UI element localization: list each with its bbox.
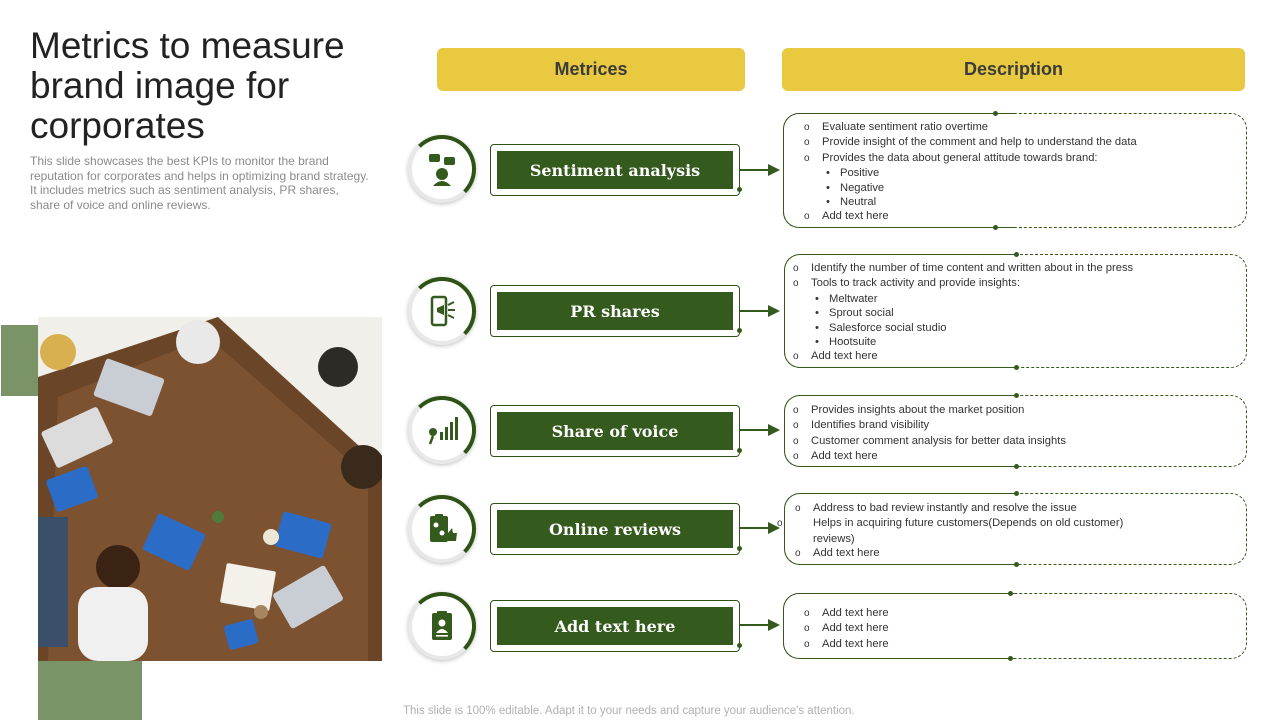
arrow-connector [740, 429, 770, 431]
metric-label: Sentiment analysis [497, 151, 733, 189]
desc-item: o Add text here [793, 449, 1246, 464]
description-card-sentiment-analysis [783, 113, 1247, 228]
page-subtitle: This slide showcases the best KPIs to monitor the brand reputation for corporates and helps in optimizing brand strategy. It includes metrics such as sentiment analysis, PR shares, share of voice and online reviews. [30, 154, 369, 212]
metrics-header: Metrices [437, 48, 745, 91]
desc-subitem: • Positive [804, 166, 1246, 180]
arrow-head [768, 305, 780, 317]
arrow-connector [740, 310, 770, 312]
desc-subitem: • Sprout social [793, 306, 1246, 320]
desc-item: o Add text here [804, 637, 1246, 652]
desc-item: o Add text here [804, 621, 1246, 636]
clipboard-thumbs-icon [408, 495, 476, 563]
desc-item: o Address to bad review instantly and resolve the issue [795, 501, 1136, 516]
desc-subitem: • Salesforce social studio [793, 321, 1246, 335]
metric-card-add-text [490, 600, 740, 652]
desc-item: o Identifies brand visibility [793, 418, 1246, 433]
desc-item: o Add text here [795, 546, 1136, 561]
desc-item: o Provides the data about general attitude towards brand: [804, 151, 1246, 166]
desc-item: o Add text here [793, 349, 1246, 364]
desc-subitem: • Negative [804, 181, 1246, 195]
clipboard-user-icon [408, 592, 476, 660]
connector-dot [737, 187, 742, 192]
desc-item: o Add text here [804, 209, 1246, 224]
metric-label: Add text here [497, 607, 733, 645]
description-card-share-of-voice [784, 395, 1247, 467]
desc-subitem: • Hootsuite [793, 335, 1246, 349]
decorative-block-top [1, 325, 39, 396]
desc-subitem: • Meltwater [793, 292, 1246, 306]
sentiment-icon [408, 135, 476, 203]
arrow-connector [740, 169, 770, 171]
metric-label: Share of voice [497, 412, 733, 450]
desc-item: o Add text here [804, 606, 1246, 621]
metric-card-sentiment-analysis [490, 144, 740, 196]
footer-note: This slide is 100% editable. Adapt it to your needs and capture your audience's attention. [403, 705, 855, 717]
team-meeting-photo [38, 317, 382, 661]
decorative-block-bottom [38, 661, 142, 720]
metric-label: Online reviews [497, 510, 733, 548]
connector-dot [737, 448, 742, 453]
arrow-head [768, 424, 780, 436]
desc-item: o Evaluate sentiment ratio overtime [804, 120, 1246, 135]
desc-subitem: • Neutral [804, 195, 1246, 209]
desc-item: o Identify the number of time content and written about in the press [793, 261, 1246, 276]
arrow-head [768, 164, 780, 176]
connector-dot [737, 546, 742, 551]
desc-item: o Provide insight of the comment and help to understand the data [804, 135, 1246, 150]
arrow-connector [740, 624, 770, 626]
description-card-online-reviews [784, 493, 1247, 565]
metric-card-online-reviews [490, 503, 740, 555]
mobile-megaphone-icon [408, 277, 476, 345]
connector-dot [737, 643, 742, 648]
description-header: Description [782, 48, 1245, 91]
metric-card-pr-shares [490, 285, 740, 337]
metric-label: PR shares [497, 292, 733, 330]
description-card-pr-shares [784, 254, 1247, 368]
page-title: Metrics to measure brand image for corporates [30, 25, 345, 146]
metric-card-share-of-voice [490, 405, 740, 457]
description-card-add-text [783, 593, 1247, 659]
microphone-signal-icon [408, 396, 476, 464]
desc-item: o Provides insights about the market position [793, 403, 1246, 418]
connector-dot [737, 328, 742, 333]
arrow-head [768, 619, 780, 631]
arrow-connector [740, 527, 770, 529]
desc-item: o Customer comment analysis for better data insights [793, 434, 1246, 449]
desc-item: o Helps in acquiring future customers(Depends on old customer) reviews) [795, 516, 1136, 546]
desc-item: o Tools to track activity and provide insights: [793, 276, 1246, 291]
